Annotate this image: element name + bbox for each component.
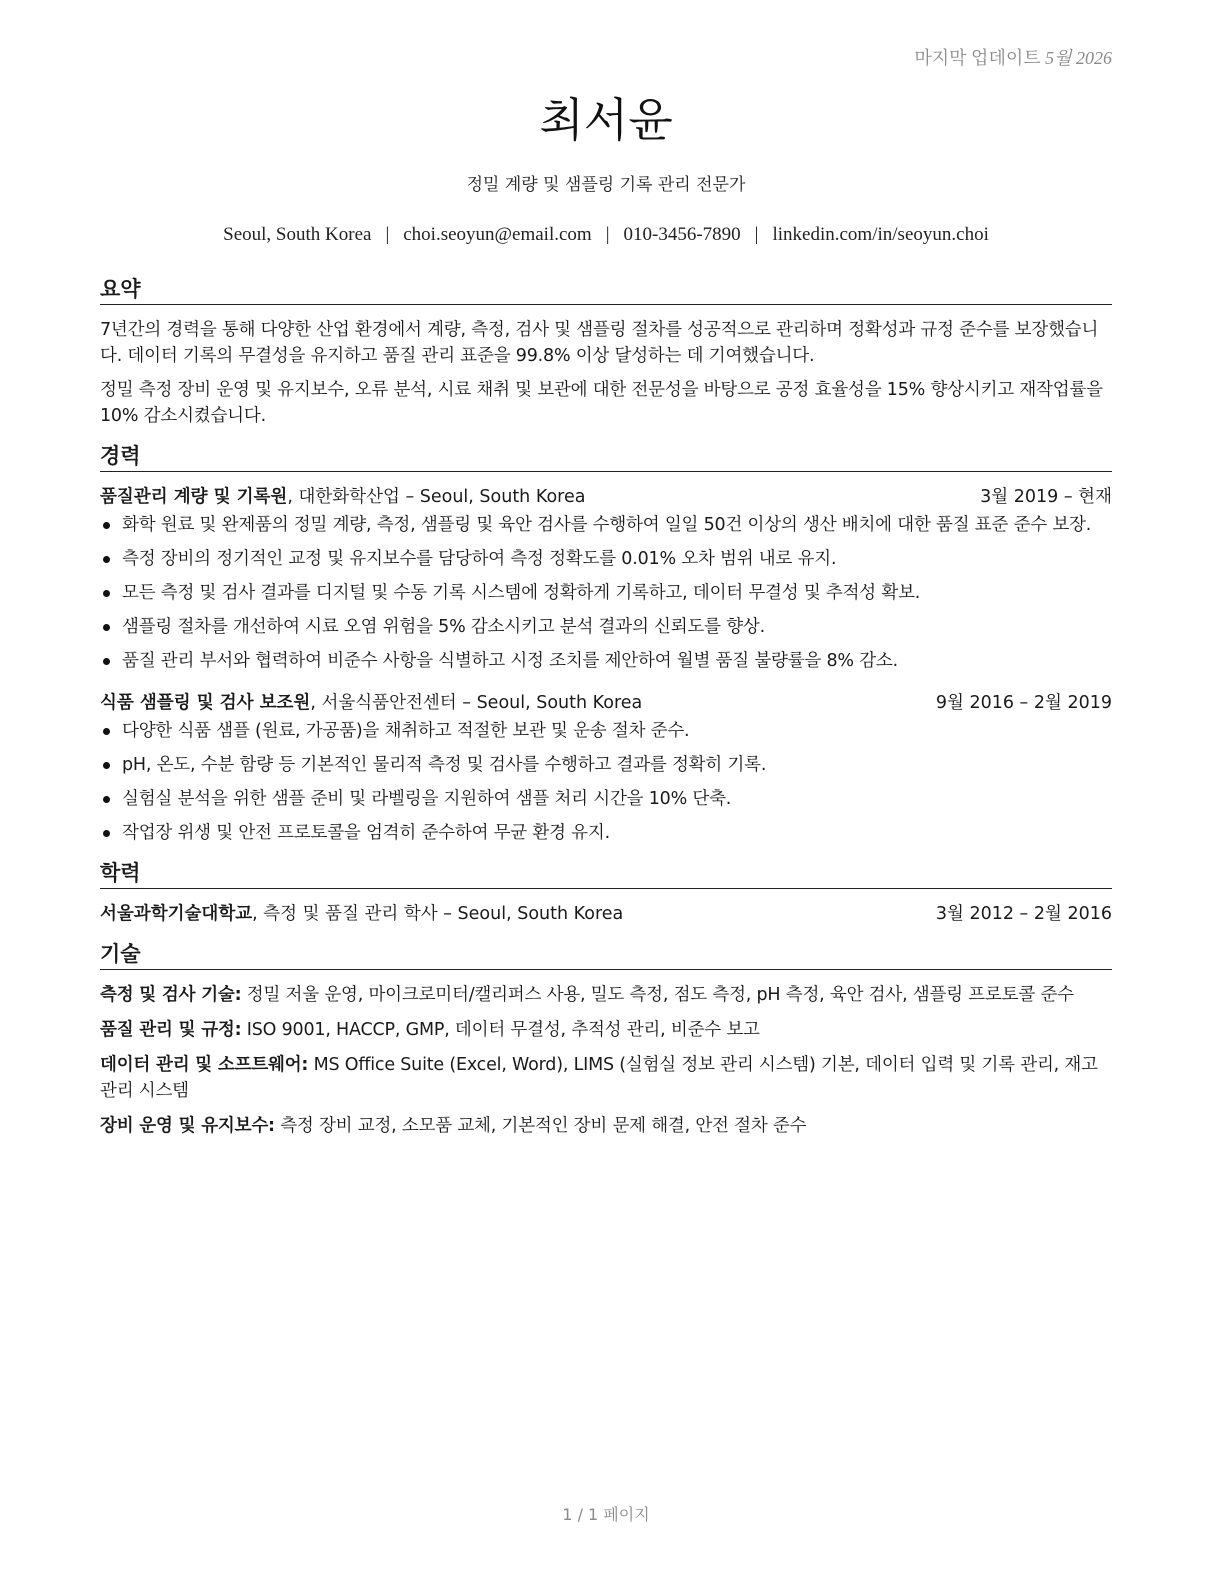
education-section [100,860,1112,927]
section-title-summary: 요약 [100,276,1112,305]
skill-label: 품질 관리 및 규정: [100,1020,242,1040]
job-header [100,484,1112,510]
summary-paragraph: 7년간의 경력을 통해 다양한 산업 환경에서 계량, 측정, 검사 및 샘플링 절차를 성공적으로 관리하며 정확성과 규정 준수를 보장했습니다. 데이터 기록의 무결성을 유지하고 품질 관리 표준을 99.8% 이상 달성하는 데 기여했습니다. [100,320,1099,366]
job-bullet: 품질 관리 부서와 협력하여 비준수 사항을 식별하고 시정 조치를 제안하여 월별 품질 불량률을 8% 감소. [100,648,1112,674]
education-dates: 3월 2012 – 2월 2016 [935,904,1112,924]
last-updated [914,44,1112,70]
job-org: , 대한화학산업 – Seoul, South Korea [287,487,586,507]
last-updated-date: 5월 2026 [1045,48,1112,68]
job-bullet: 화학 원료 및 완제품의 정밀 계량, 측정, 샘플링 및 육안 검사를 수행하여 일일 50건 이상의 생산 배치에 대한 품질 표준 준수 보장. [100,512,1112,538]
job-header [100,690,1112,716]
skill-label: 측정 및 검사 기술: [100,985,242,1005]
education-detail: , 측정 및 품질 관리 학사 – Seoul, South Korea [252,904,624,924]
contact-separator: | [385,224,390,245]
job-bullets [100,718,1112,846]
education-entry [100,901,1112,927]
job-role: 품질관리 계량 및 기록원 [100,487,288,507]
job-bullet: 다양한 식품 샘플 (원료, 가공품)을 채취하고 적절한 보관 및 운송 절차 준수. [100,718,1112,744]
candidate-tagline: 정밀 계량 및 샘플링 기록 관리 전문가 [466,175,746,195]
contact-separator: | [605,224,610,245]
skills-section [100,941,1112,1139]
contact-separator: | [754,224,759,245]
job-bullet: 작업장 위생 및 안전 프로토콜을 엄격히 준수하여 무균 환경 유지. [100,820,1112,846]
contact-linkedin[interactable]: linkedin.com/in/seoyun.choi [772,224,989,245]
job-bullet: 측정 장비의 정기적인 교정 및 유지보수를 담당하여 측정 정확도를 0.01% 오차 범위 내로 유지. [100,546,1112,572]
experience-section [100,443,1112,846]
job-entry [100,690,1112,846]
resume-content [100,276,1112,1148]
summary-paragraph: 정밀 측정 장비 운영 및 유지보수, 오류 분석, 시료 채취 및 보관에 대한 전문성을 바탕으로 공정 효율성을 15% 향상시키고 재작업률을 10% 감소시켰습니다. [100,380,1103,426]
skill-label: 장비 운영 및 유지보수: [100,1116,275,1136]
skill-text: ISO 9001, HACCP, GMP, 데이터 무결성, 추적성 관리, 비준수 보고 [241,1020,760,1040]
job-bullet: 실험실 분석을 위한 샘플 준비 및 라벨링을 지원하여 샘플 처리 시간을 10% 단축. [100,786,1112,812]
job-bullet: 모든 측정 및 검사 결과를 디지털 및 수동 기록 시스템에 정확하게 기록하고, 데이터 무결성 및 추적성 확보. [100,580,1112,606]
job-dates: 3월 2019 – 현재 [980,487,1112,507]
section-title-education: 학력 [100,860,1112,889]
job-role: 식품 샘플링 및 검사 보조원 [100,693,311,713]
skill-label: 데이터 관리 및 소프트웨어: [100,1055,309,1075]
section-title-experience: 경력 [100,443,1112,472]
resume-page [100,0,1112,1584]
skill-text: 정밀 저울 운영, 마이크로미터/캘리퍼스 사용, 밀도 측정, 점도 측정, pH 측정, 육안 검사, 샘플링 프로토콜 준수 [241,985,1074,1005]
summary-section [100,276,1112,429]
page-indicator: 1 / 1 페이지 [562,1505,650,1524]
education-school: 서울과학기술대학교 [100,904,253,924]
contact-line [100,224,1112,246]
skill-text: 측정 장비 교정, 소모품 교체, 기본적인 장비 문제 해결, 안전 절차 준수 [274,1116,807,1136]
skill-item [100,1052,1112,1104]
contact-email[interactable]: choi.seoyun@email.com [403,224,592,245]
candidate-name: 최서윤 [539,93,673,147]
skill-item [100,1017,1112,1043]
section-title-skills: 기술 [100,941,1112,970]
job-bullet: 샘플링 절차를 개선하여 시료 오염 위험을 5% 감소시키고 분석 결과의 신뢰도를 향상. [100,614,1112,640]
contact-location: Seoul, South Korea [223,224,372,245]
last-updated-label: 마지막 업데이트 [914,48,1041,68]
skill-item [100,1113,1112,1139]
job-org: , 서울식품안전센터 – Seoul, South Korea [310,693,643,713]
contact-phone: 010-3456-7890 [623,224,741,245]
job-entry [100,484,1112,674]
skill-item [100,982,1112,1008]
job-bullets [100,512,1112,674]
skill-text: MS Office Suite (Excel, Word), LIMS (실험실 정보 관리 시스템) 기본, 데이터 입력 및 기록 관리, 재고 관리 시스템 [100,1055,1098,1101]
job-dates: 9월 2016 – 2월 2019 [935,693,1112,713]
job-bullet: pH, 온도, 수분 함량 등 기본적인 물리적 측정 및 검사를 수행하고 결과를 정확히 기록. [100,752,1112,778]
